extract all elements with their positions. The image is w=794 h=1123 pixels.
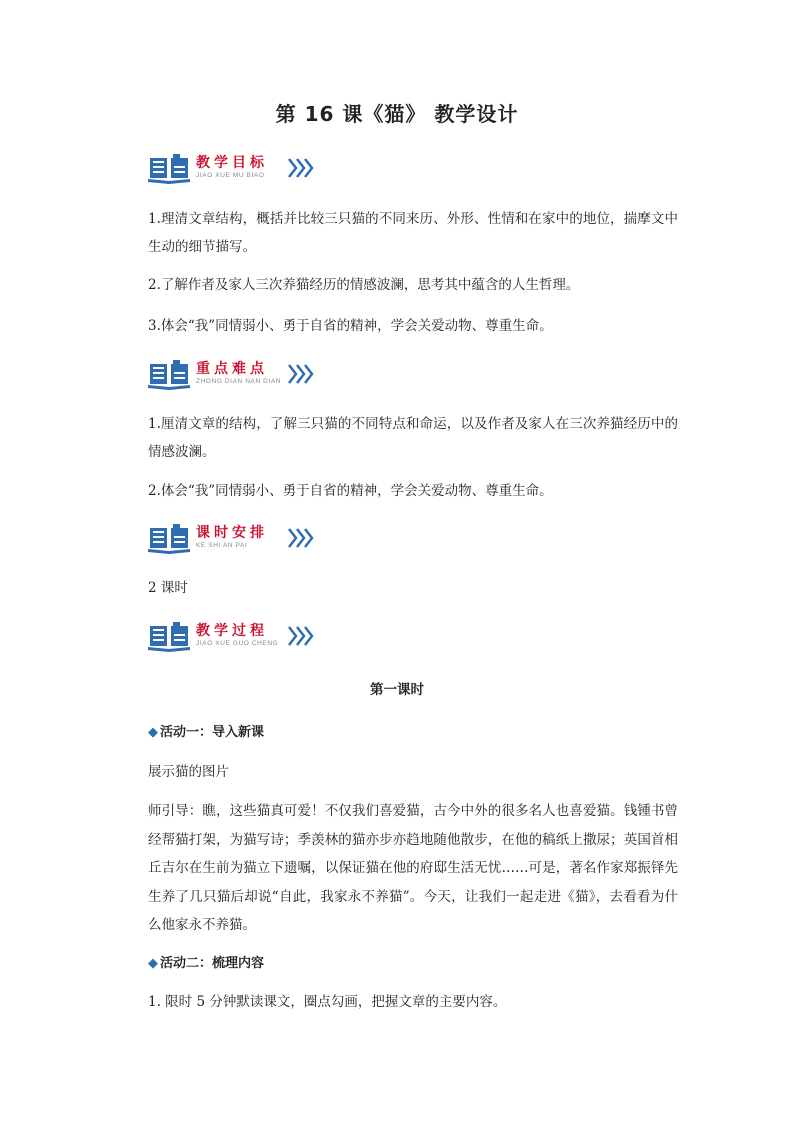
chevron-right-icon (288, 157, 314, 179)
section-title: 教学目标 (196, 155, 268, 171)
objective-3: 3.体会“我”同情弱小、勇于自省的精神，学会关爱动物、尊重生命。 (148, 318, 553, 334)
activity-1-text: 师引导：瞧，这些猫真可爱！不仅我们喜爱猫，古今中外的很多名人也喜爱猫。钱锺书曾经帮猫打架，为猫写诗；季羡林的猫亦步亦趋地随他散步，在他的稿纸上撒尿；英国首相丘吉尔在生前为猫立下遗嘱，以保证猫在他的府邸生活无忧……可是，著名作家郑振铎先生养了几只猫后却说“自此，我家永不养猫”。今天，让我们一起走进《猫》，去看看为什么他家永不养猫。 (148, 803, 678, 933)
lesson-heading: 第一课时 (370, 682, 424, 698)
activity-2-label (148, 952, 264, 971)
book-icon (148, 152, 190, 184)
objective-2: 2.了解作者及家人三次养猫经历的情感波澜，思考其中蕴含的人生哲理。 (148, 277, 580, 293)
section-title: 课时安排 (196, 525, 268, 541)
section-banner-objectives (148, 152, 328, 188)
section-pinyin: KE SHI AN PAI (196, 542, 248, 549)
section-pinyin: JIAO XUE GUO CHENG (196, 640, 279, 647)
schedule-text: 2 课时 (148, 580, 188, 596)
page-title: 第 16 课《猫》 教学设计 (275, 102, 519, 126)
book-icon (148, 358, 190, 390)
chevron-right-icon (288, 527, 314, 549)
chevron-right-icon (288, 625, 314, 647)
section-banner-process (148, 620, 328, 656)
section-pinyin: JIAO XUE MU BIAO (196, 172, 265, 179)
diamond-bullet-icon: ◆ (148, 956, 158, 971)
key-point-2: 2.体会“我”同情弱小、勇于自省的精神，学会关爱动物、尊重生命。 (148, 483, 553, 499)
diamond-bullet-icon: ◆ (148, 725, 158, 740)
section-banner-key-points (148, 358, 328, 394)
section-banner-schedule (148, 522, 328, 558)
objective-1: 1.理清文章结构，概括并比较三只猫的不同来历、外形、性情和在家中的地位，揣摩文中生动的细节描写。 (148, 211, 678, 255)
chevron-right-icon (288, 363, 314, 385)
section-title: 重点难点 (196, 361, 268, 377)
activity-2-step-1: 1. 限时 5 分钟默读课文，圈点勾画，把握文章的主要内容。 (148, 994, 507, 1010)
activity-1-show: 展示猫的图片 (148, 764, 229, 780)
book-icon (148, 522, 190, 554)
section-pinyin: ZHONG DIAN NAN DIAN (196, 378, 282, 385)
key-point-1: 1.厘清文章的结构，了解三只猫的不同特点和命运，以及作者及家人在三次养猫经历中的情感波澜。 (148, 416, 678, 460)
activity-label-text: 活动二：梳理内容 (160, 956, 265, 971)
activity-label-text: 活动一：导入新课 (160, 725, 265, 740)
section-title: 教学过程 (196, 623, 268, 639)
activity-1-label (148, 721, 264, 740)
book-icon (148, 620, 190, 652)
